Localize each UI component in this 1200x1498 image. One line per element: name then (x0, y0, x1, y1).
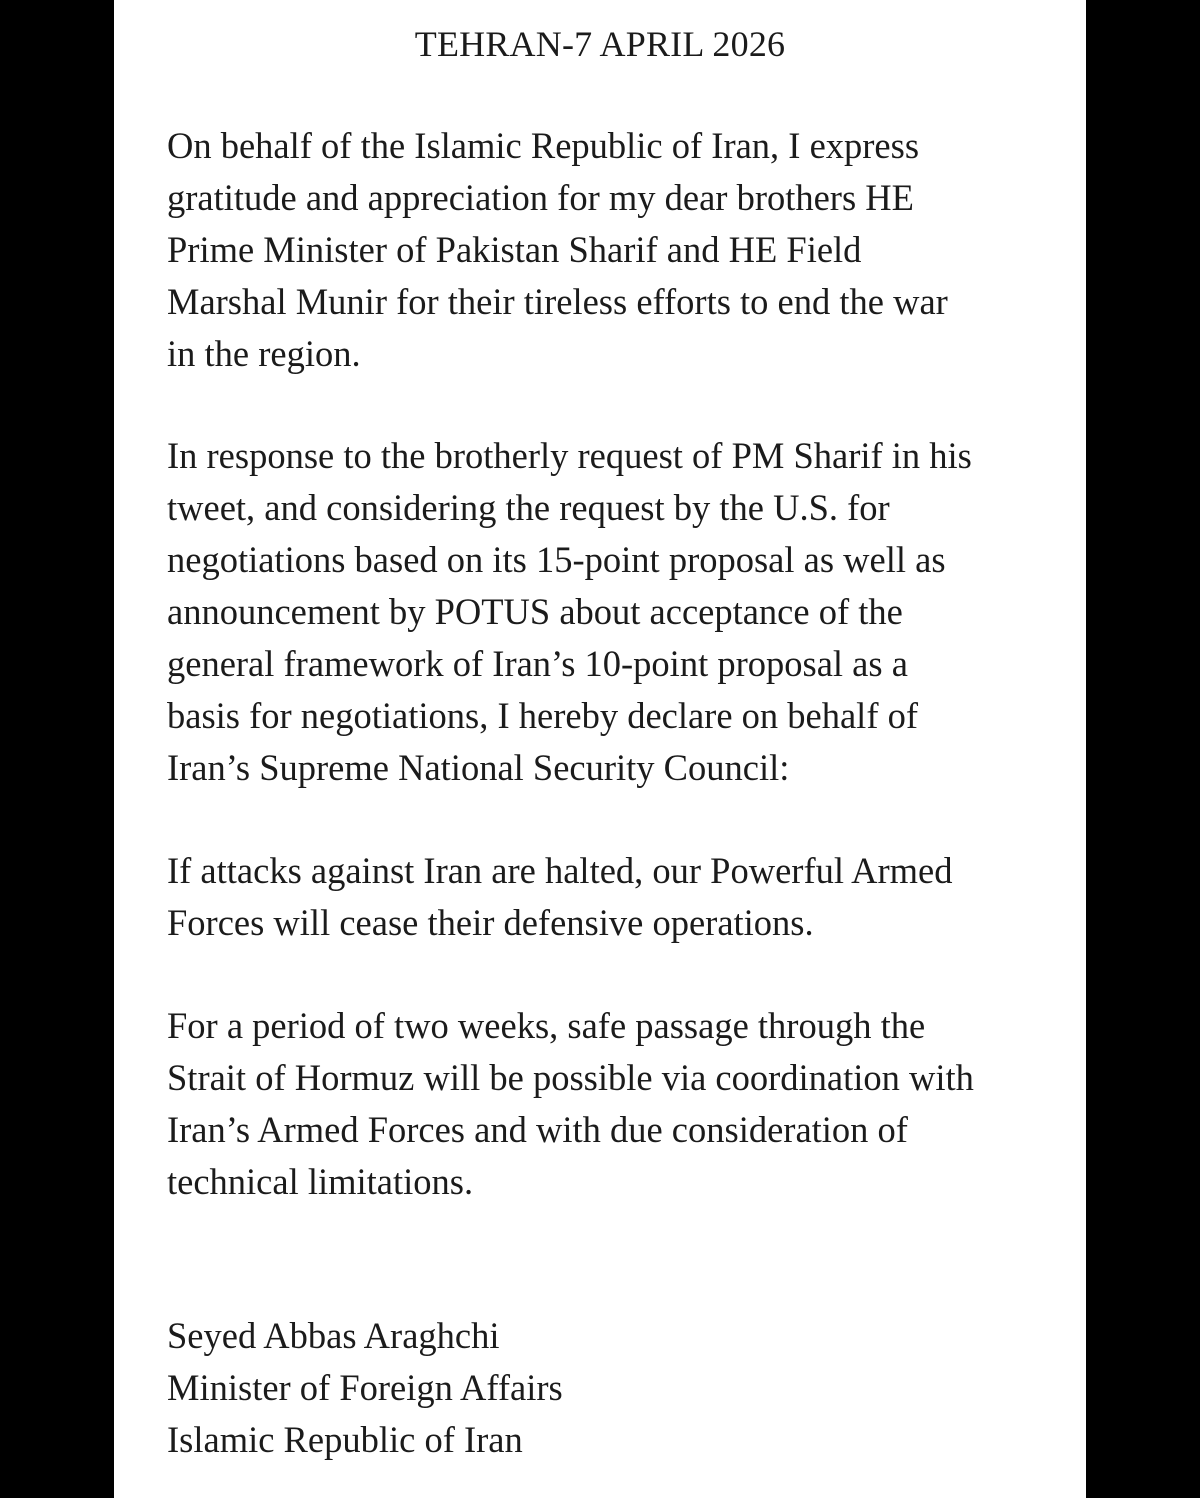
paragraph-declaration (167, 430, 1067, 794)
text-line: gratitude and appreciation for my dear brothers HE (167, 177, 914, 218)
signature-block (167, 1310, 1067, 1466)
text-line: Marshal Munir for their tireless efforts to end the war (167, 281, 948, 322)
text-line: Forces will cease their defensive operations. (167, 902, 814, 943)
text-line: general framework of Iran’s 10-point proposal as a (167, 643, 908, 684)
text-line: negotiations based on its 15-point proposal as well as (167, 539, 946, 580)
text-line: Prime Minister of Pakistan Sharif and HE Field (167, 229, 862, 270)
text-line: If attacks against Iran are halted, our Powerful Armed (167, 850, 953, 891)
text-line: For a period of two weeks, safe passage through the (167, 1005, 926, 1046)
text-line: On behalf of the Islamic Republic of Iran, I express (167, 125, 920, 166)
text-line: In response to the brotherly request of PM Sharif in his (167, 435, 972, 476)
paragraph-ceasefire (167, 845, 1067, 949)
text-line: Iran’s Armed Forces and with due consideration of (167, 1109, 908, 1150)
text-line: basis for negotiations, I hereby declare on behalf of (167, 695, 919, 736)
statement-page (114, 0, 1086, 1498)
signatory-organization: Islamic Republic of Iran (167, 1419, 523, 1460)
text-line: tweet, and considering the request by the U.S. for (167, 487, 890, 528)
signatory-title: Minister of Foreign Affairs (167, 1367, 563, 1408)
text-line: in the region. (167, 333, 361, 374)
dateline: TEHRAN-7 APRIL 2026 (414, 24, 786, 64)
text-line: Iran’s Supreme National Security Council: (167, 747, 790, 788)
paragraph-hormuz (167, 1000, 1067, 1208)
text-line: technical limitations. (167, 1161, 474, 1202)
text-line: announcement by POTUS about acceptance of the (167, 591, 903, 632)
paragraph-gratitude (167, 120, 1067, 380)
text-line: Strait of Hormuz will be possible via coordination with (167, 1057, 974, 1098)
signatory-name: Seyed Abbas Araghchi (167, 1315, 500, 1356)
